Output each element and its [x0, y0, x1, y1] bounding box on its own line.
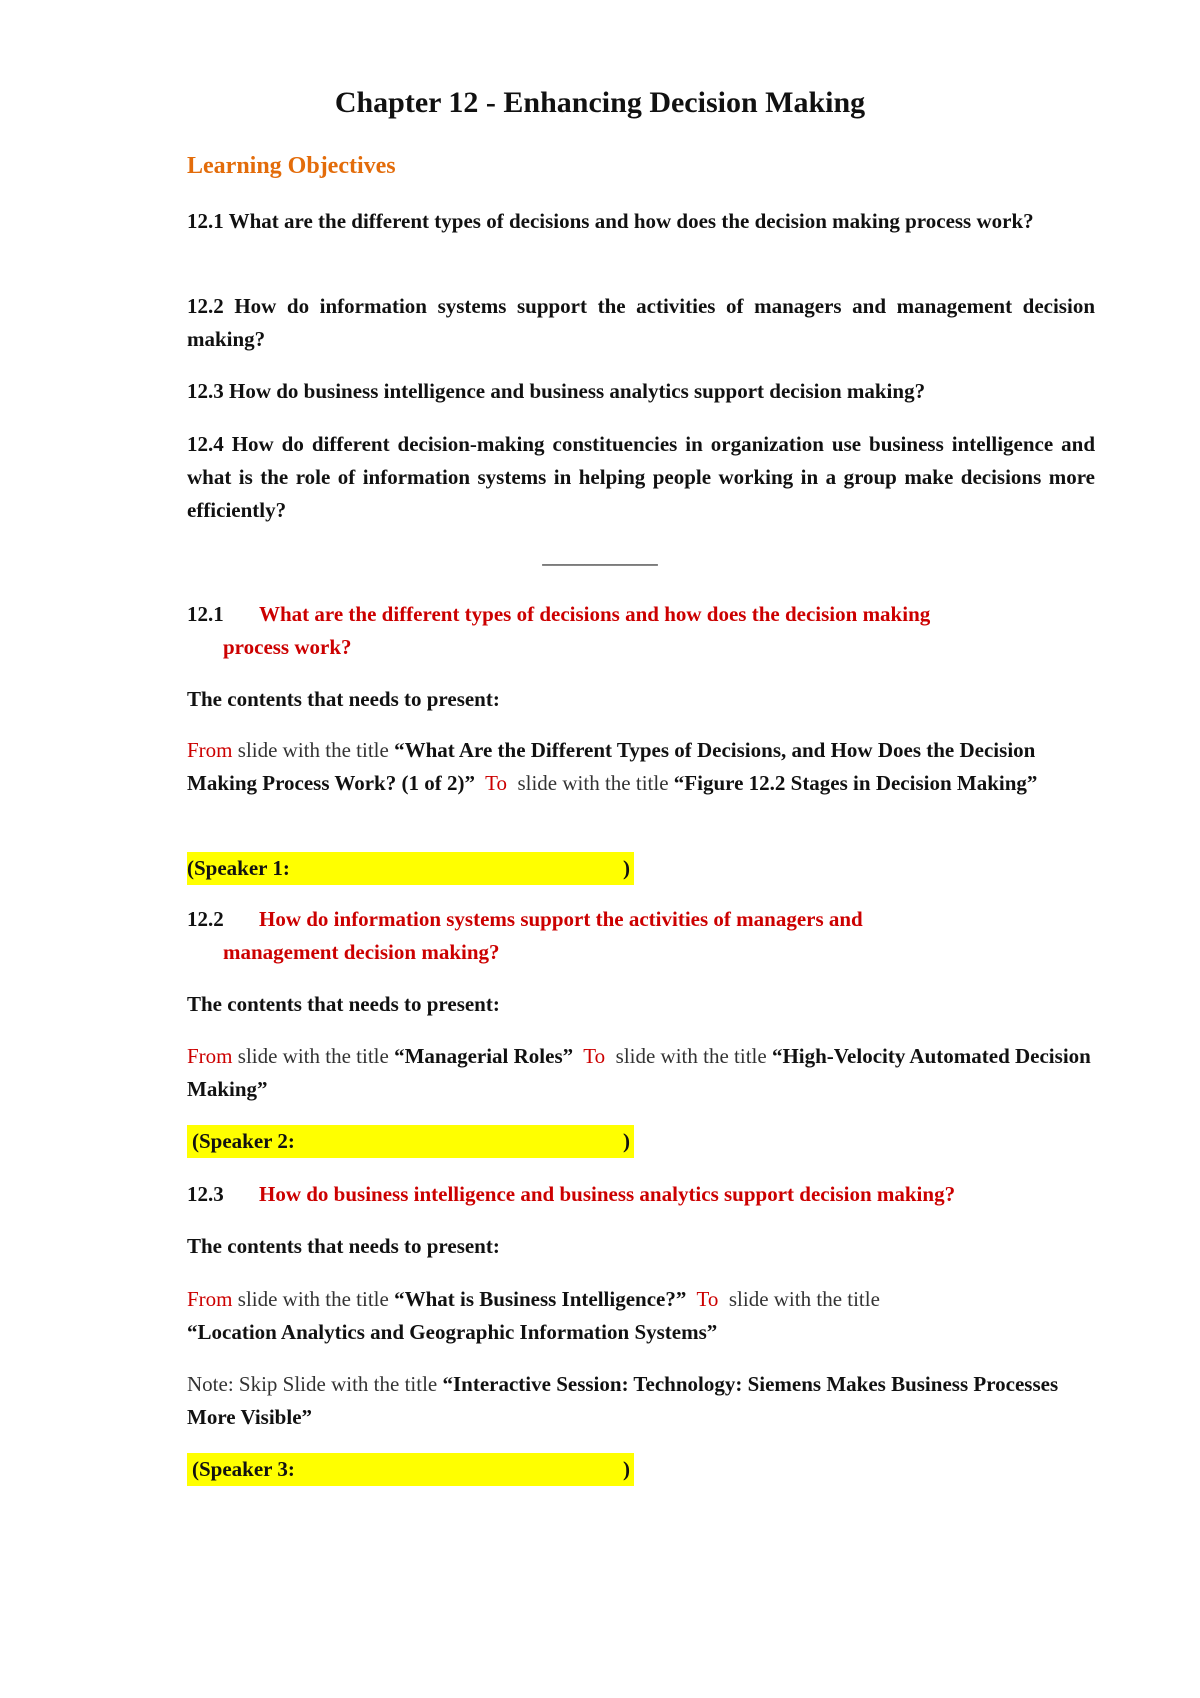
objective-2: 12.2 How do information systems support the activities of managers and management decision making?	[187, 294, 1095, 351]
section-heading-text: How do information systems support the activities of managers and	[259, 907, 863, 931]
section-number: 12.2	[187, 907, 224, 931]
speaker-close: )	[623, 856, 630, 880]
from-label: From	[187, 738, 233, 762]
objective-3: 12.3 How do business intelligence and business analytics support decision making?	[187, 379, 926, 403]
section-heading-12-1	[187, 598, 1095, 664]
speaker-1-field[interactable]	[187, 852, 1095, 885]
from-title: “Managerial Roles”	[394, 1044, 574, 1068]
slide-range	[187, 734, 1095, 800]
speaker-label: (Speaker 1:	[187, 856, 290, 880]
note-prefix: Note: Skip Slide with the title	[187, 1372, 438, 1396]
slide-range	[187, 1040, 1095, 1106]
slide-text: slide with the title	[237, 738, 389, 762]
slide-text: slide with the title	[615, 1044, 767, 1068]
to-title: “High-Velocity Automated Decision Making”	[187, 1044, 1091, 1101]
contents-label: The contents that needs to present:	[187, 1234, 500, 1258]
slide-text: slide with the title	[237, 1287, 389, 1311]
slide-text: slide with the title	[517, 771, 669, 795]
section-heading-12-2	[187, 903, 1095, 969]
section-heading-text-cont: process work?	[223, 635, 352, 659]
from-label: From	[187, 1287, 233, 1311]
section-heading-12-3	[187, 1178, 1095, 1211]
speaker-2-field[interactable]	[187, 1125, 1095, 1158]
section-heading-text-cont: management decision making?	[223, 940, 500, 964]
objective-1: 12.1 What are the different types of decisions and how does the decision making process work?	[187, 209, 1034, 233]
speaker-close: )	[623, 1457, 630, 1481]
to-label: To	[485, 771, 507, 795]
separator: ___________	[542, 544, 658, 568]
from-label: From	[187, 1044, 233, 1068]
section-number: 12.1	[187, 602, 224, 626]
speaker-3-field[interactable]	[187, 1453, 1095, 1486]
section-heading-text: How do business intelligence and business analytics support decision making?	[259, 1182, 956, 1206]
from-title: “What Are the Different Types of Decisions, and How Does the Decision Making Process Work? (1 of 2)”	[187, 738, 1036, 795]
to-title: “Figure 12.2 Stages in Decision Making”	[673, 771, 1038, 795]
speaker-label: (Speaker 2:	[192, 1129, 295, 1153]
skip-note	[187, 1368, 1095, 1434]
contents-label: The contents that needs to present:	[187, 687, 500, 711]
slide-text: slide with the title	[237, 1044, 389, 1068]
objectives-heading: Learning Objectives	[187, 153, 396, 179]
objective-4: 12.4 How do different decision-making constituencies in organization use business intelligence and what is the role of information systems in helping people working in a group make decisions more efficiently?	[187, 432, 1095, 522]
page-title: Chapter 12 - Enhancing Decision Making	[334, 86, 866, 119]
slide-text: slide with the title	[728, 1287, 880, 1311]
note-title: “Interactive Session: Technology: Siemens Makes Business Processes More Visible”	[187, 1372, 1059, 1429]
speaker-label: (Speaker 3:	[192, 1457, 295, 1481]
speaker-close: )	[623, 1129, 630, 1153]
to-label: To	[696, 1287, 719, 1311]
to-title: “Location Analytics and Geographic Information Systems”	[187, 1320, 718, 1344]
to-label: To	[583, 1044, 606, 1068]
section-heading-text: What are the different types of decisions and how does the decision making	[259, 602, 931, 626]
slide-range	[187, 1283, 1095, 1349]
from-title: “What is Business Intelligence?”	[394, 1287, 687, 1311]
contents-label: The contents that needs to present:	[187, 992, 500, 1016]
section-number: 12.3	[187, 1182, 224, 1206]
